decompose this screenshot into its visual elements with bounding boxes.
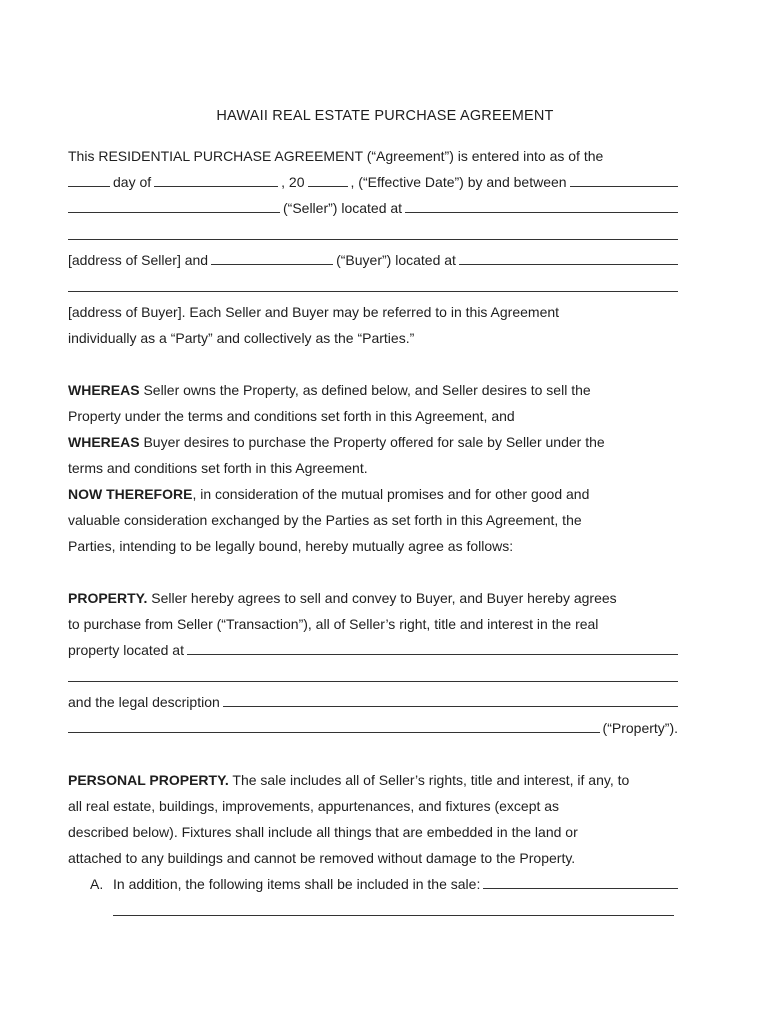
legal-description-blank-2[interactable] xyxy=(68,717,600,733)
personal-property-line-2: all real estate, buildings, improvements, appurtenances, and fixtures (except as xyxy=(68,798,560,814)
buyer-located-label: (“Buyer”) located at xyxy=(336,252,456,268)
personal-property-heading: PERSONAL PROPERTY. xyxy=(68,772,229,788)
year-prefix-label: , 20 xyxy=(281,174,305,190)
property-line-2: to purchase from Seller (“Transaction”), all of Seller’s right, title and interest in the real xyxy=(68,616,599,632)
day-blank[interactable] xyxy=(68,171,110,187)
intro-line-3 xyxy=(68,195,678,221)
intro-line-1: This RESIDENTIAL PURCHASE AGREEMENT (“Agreement”) is entered into as of the xyxy=(68,148,604,164)
buyer-name-blank[interactable] xyxy=(211,249,333,265)
property-line-6 xyxy=(68,715,678,741)
buyer-address-line-2[interactable] xyxy=(68,291,678,292)
property-address-line-2[interactable] xyxy=(68,681,678,682)
intro-line-8: individually as a “Party” and collectively as the “Parties.” xyxy=(68,330,415,346)
property-section xyxy=(68,585,678,611)
seller-address-blank[interactable] xyxy=(405,197,678,213)
whereas-heading: WHEREAS xyxy=(68,382,140,398)
now-therefore-line-3: Parties, intending to be legally bound, hereby mutually agree as follows: xyxy=(68,538,514,554)
now-therefore-text: , in consideration of the mutual promises and for other good and xyxy=(192,486,590,502)
property-defined-label: (“Property”). xyxy=(602,720,678,736)
intro-line-7: [address of Buyer]. Each Seller and Buyer may be referred to in this Agreement xyxy=(68,304,560,320)
whereas-2 xyxy=(68,429,678,455)
seller-address-line-2[interactable] xyxy=(68,239,678,240)
list-item-a-label: A. xyxy=(90,876,104,892)
personal-property-section xyxy=(68,767,678,793)
page-title: HAWAII REAL ESTATE PURCHASE AGREEMENT xyxy=(216,108,554,124)
month-blank[interactable] xyxy=(154,171,278,187)
property-address-blank[interactable] xyxy=(187,639,678,655)
property-heading: PROPERTY. xyxy=(68,590,148,606)
list-item-a-text: In addition, the following items shall be included in the sale: xyxy=(113,876,481,892)
list-item-a xyxy=(90,871,678,897)
property-line-5 xyxy=(68,689,678,715)
now-therefore-heading: NOW THEREFORE xyxy=(68,486,193,502)
party-1-blank[interactable] xyxy=(570,171,678,187)
now-therefore xyxy=(68,481,678,507)
legal-description-label: and the legal description xyxy=(68,694,220,710)
whereas-1-line-2: Property under the terms and conditions set forth in this Agreement, and xyxy=(68,408,515,424)
address-of-seller-label: [address of Seller] and xyxy=(68,252,209,268)
seller-name-blank[interactable] xyxy=(68,197,280,213)
buyer-address-blank[interactable] xyxy=(459,249,678,265)
legal-description-blank[interactable] xyxy=(223,691,678,707)
effective-date-label: , (“Effective Date”) by and between xyxy=(350,174,567,190)
year-blank[interactable] xyxy=(308,171,348,187)
included-items-blank[interactable] xyxy=(483,873,678,889)
personal-property-line-3: described below). Fixtures shall include all things that are embedded in the land or xyxy=(68,824,578,840)
whereas-1 xyxy=(68,377,678,403)
personal-property-text: The sale includes all of Seller’s rights, title and interest, if any, to xyxy=(228,772,630,788)
property-text: Seller hereby agrees to sell and convey to Buyer, and Buyer hereby agrees xyxy=(147,590,617,606)
whereas-1-text: Seller owns the Property, as defined below, and Seller desires to sell the xyxy=(139,382,591,398)
whereas-2-line-2: terms and conditions set forth in this Agreement. xyxy=(68,460,368,476)
included-items-line-2[interactable] xyxy=(113,915,674,916)
intro-line-5 xyxy=(68,247,678,273)
property-located-label: property located at xyxy=(68,642,184,658)
day-of-label: day of xyxy=(113,174,152,190)
now-therefore-line-2: valuable consideration exchanged by the Parties as set forth in this Agreement, the xyxy=(68,512,582,528)
whereas-2-text: Buyer desires to purchase the Property offered for sale by Seller under the xyxy=(139,434,605,450)
intro-line-2 xyxy=(68,169,678,195)
personal-property-line-4: attached to any buildings and cannot be removed without damage to the Property. xyxy=(68,850,576,866)
seller-located-label: (“Seller”) located at xyxy=(283,200,403,216)
whereas-heading: WHEREAS xyxy=(68,434,140,450)
property-line-3 xyxy=(68,637,678,663)
